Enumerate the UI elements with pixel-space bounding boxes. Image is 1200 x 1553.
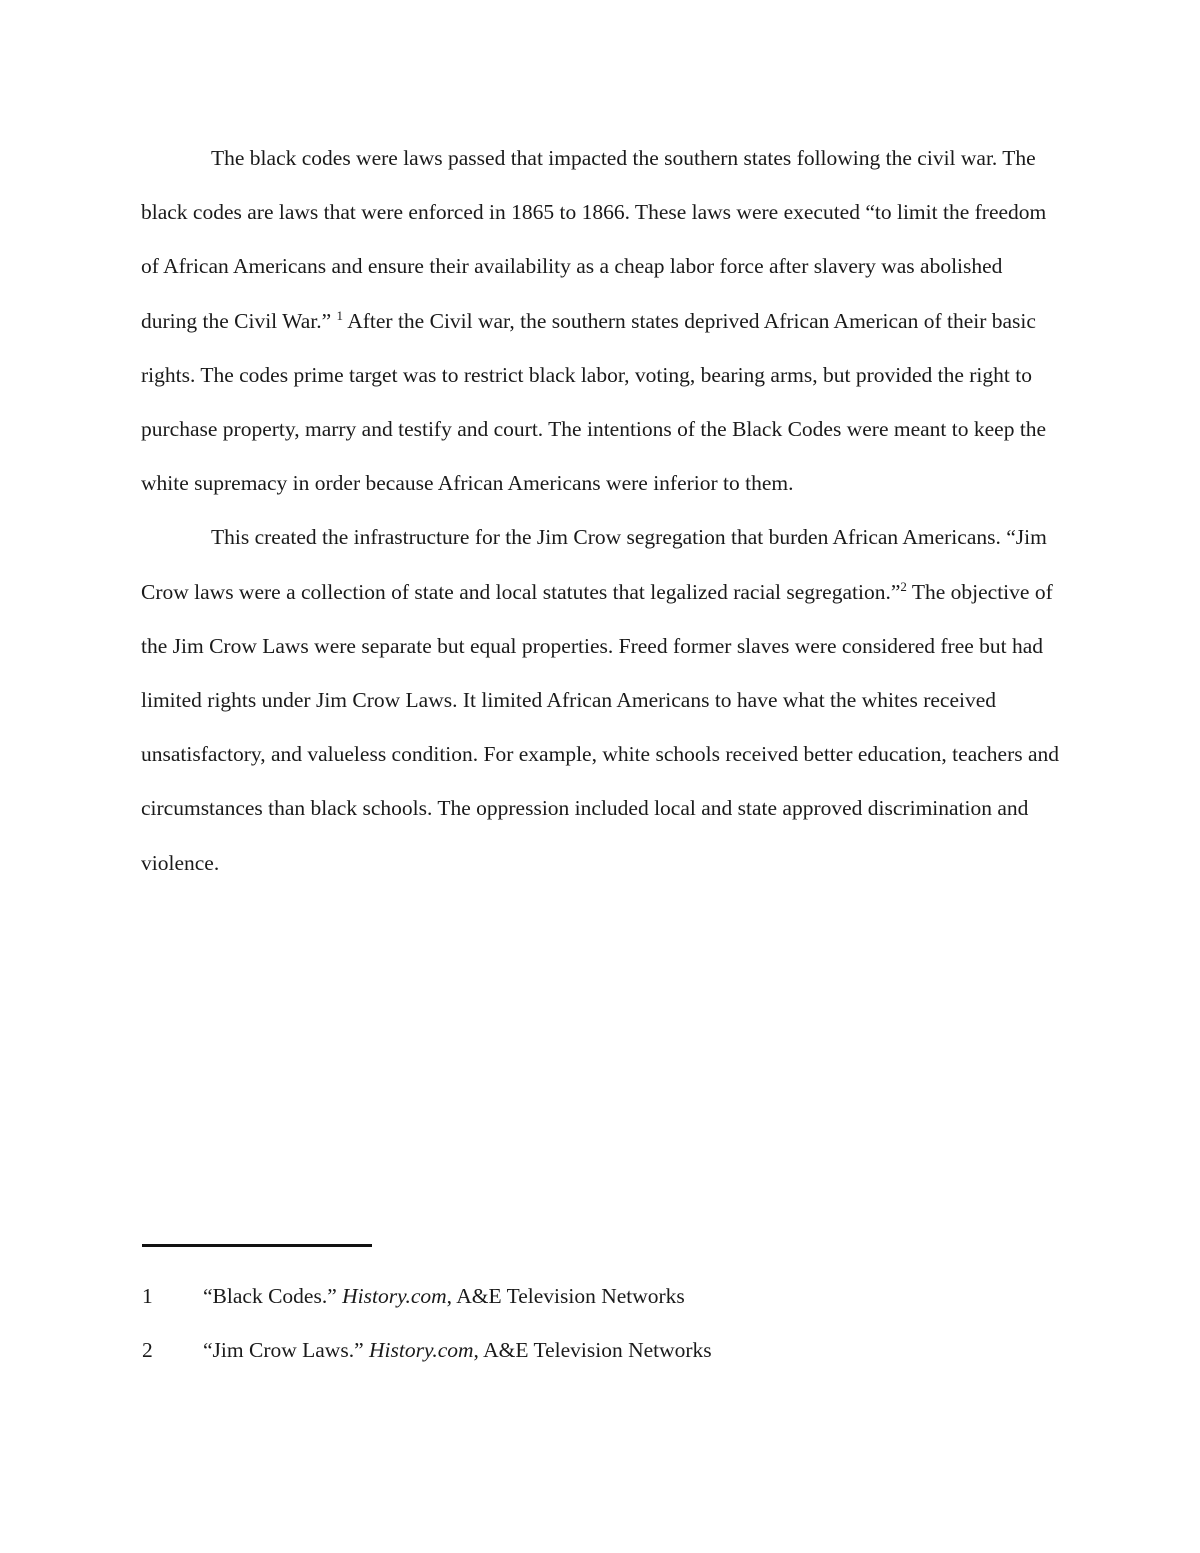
footnote-title: “Black Codes.” <box>203 1284 343 1308</box>
paragraph-black-codes <box>141 131 1061 510</box>
footnote-number: 1 <box>142 1284 153 1308</box>
footnote-source: History.com <box>369 1338 474 1362</box>
footnote-separator <box>142 1244 372 1247</box>
paragraph-text: The objective of the Jim Crow Laws were separate but equal properties. Freed former slaves were considered free but had limited rights under Jim Crow Laws. It limited African Americans to have what the whites received unsatisfactory, and valueless condition. For example, white schools received better education, teachers and circumstances than black schools. The oppression included local and state approved discrimination and violence. <box>141 579 1060 875</box>
footnote-publisher: , A&E Television Networks <box>446 1284 685 1308</box>
body-text <box>141 131 1061 890</box>
footnote-ref-2: 2 <box>900 578 907 594</box>
footnote-publisher: , A&E Television Networks <box>473 1338 712 1362</box>
footnote-source: History.com <box>342 1284 447 1308</box>
footnote-ref-1: 1 <box>336 307 344 323</box>
paragraph-text: After the Civil war, the southern states deprived African American of their basic rights. The codes prime target was to restrict black labor, voting, bearing arms, but provided the right to purchase property, marry and testify and court. The intentions of the Black Codes were meant to keep the white supremacy in order because African Americans were inferior to them. <box>141 308 1047 496</box>
paragraph-text: This created the infrastructure for the Jim Crow segregation that burden African Americans. “Jim Crow laws were a collection of state and local statutes that legalized racial segregation.” <box>141 525 1047 604</box>
footnote-title: “Jim Crow Laws.” <box>203 1338 369 1362</box>
footnote-1 <box>142 1282 1042 1310</box>
footnote-2 <box>142 1336 1042 1364</box>
footnote-number: 2 <box>142 1338 153 1362</box>
paragraph-text: The black codes were laws passed that impacted the southern states following the civil war. The black codes are laws that were enforced in 1865 to 1866. These laws were executed “to limit the freedom of African Americans and ensure their availability as a cheap labor force after slavery was abolished during the Civil War.” <box>141 146 1047 333</box>
paragraph-jim-crow <box>141 510 1061 889</box>
